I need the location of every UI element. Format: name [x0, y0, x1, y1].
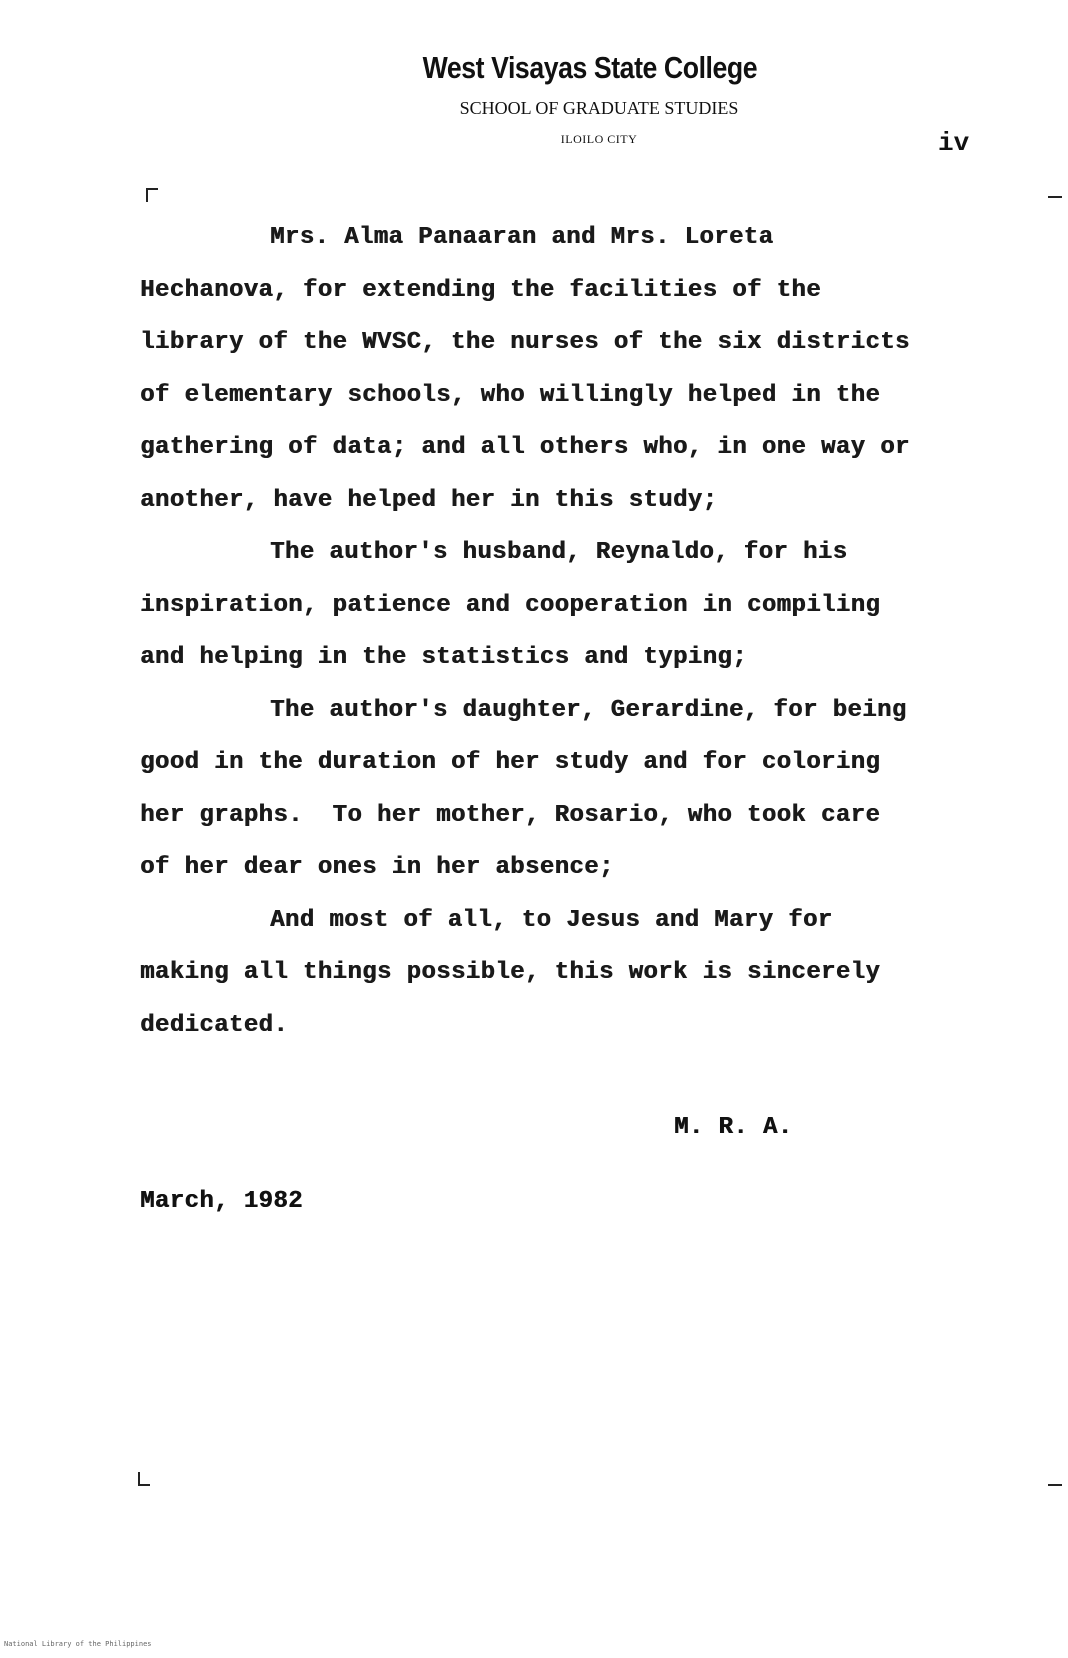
body-line: of elementary schools, who willingly helped in the [140, 381, 881, 409]
body-line: inspiration, patience and cooperation in compiling [140, 591, 881, 619]
document-date: March, 1982 [140, 1188, 303, 1215]
body-line: Mrs. Alma Panaaran and Mrs. Loreta [270, 224, 774, 251]
dedication-body [140, 212, 1030, 1052]
body-line: making all things possible, this work is sincerely [140, 959, 881, 986]
body-line: gathering of data; and all others who, in one way or [140, 434, 910, 461]
corner-mark-top-left [146, 188, 158, 202]
footer-note: National Library of the Philippines [4, 1640, 152, 1648]
corner-mark-bottom-left [138, 1472, 150, 1486]
header-institution: West Visayas State College [422, 50, 758, 85]
header-school: SCHOOL OF GRADUATE STUDIES [459, 98, 739, 118]
body-line: Hechanova, for extending the facilities of the [140, 276, 821, 304]
edge-mark-top-right [1048, 196, 1062, 198]
header-city: ILOILO CITY [560, 132, 638, 146]
page-number: iv [938, 128, 970, 158]
body-line: good in the duration of her study and for coloring [140, 749, 881, 776]
body-line: and helping in the statistics and typing; [140, 644, 747, 671]
body-line: And most of all, to Jesus and Mary for [270, 906, 833, 934]
edge-mark-bottom-right [1048, 1484, 1062, 1486]
body-line: The author's husband, Reynaldo, for his [270, 539, 848, 566]
body-line: library of the WVSC, the nurses of the six districts [140, 329, 910, 356]
body-line: another, have helped her in this study; [140, 486, 718, 514]
body-line: The author's daughter, Gerardine, for being [270, 696, 907, 724]
body-line: of her dear ones in her absence; [140, 854, 614, 881]
signature-initials: M. R. A. [674, 1114, 793, 1141]
body-line: her graphs. To her mother, Rosario, who took care [140, 801, 881, 829]
body-line: dedicated. [140, 1011, 289, 1039]
